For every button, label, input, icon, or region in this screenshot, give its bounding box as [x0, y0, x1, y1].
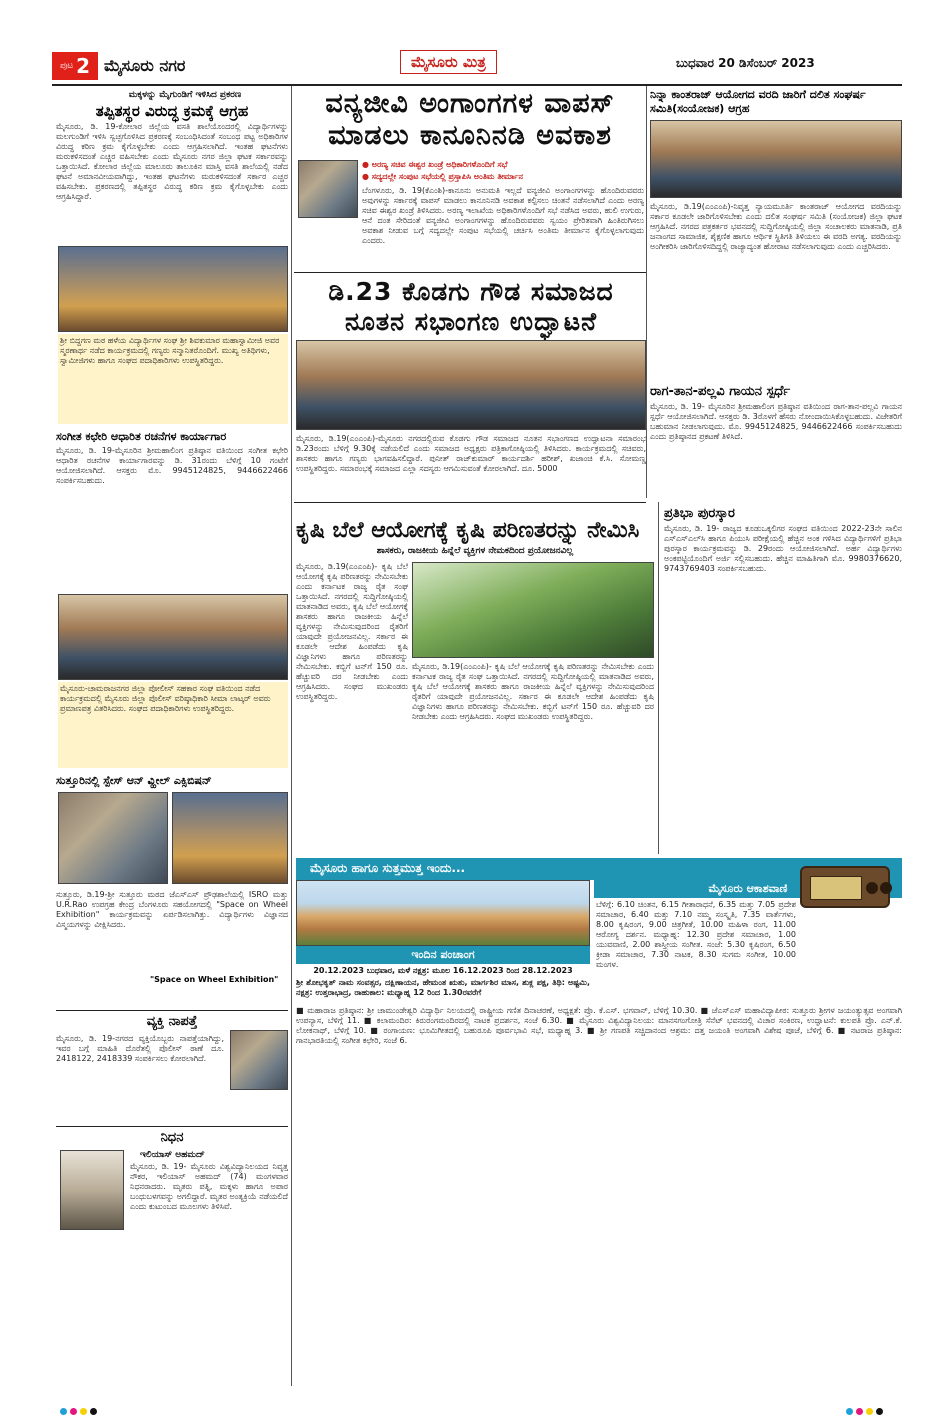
kodagu-headline-line2: ನೂತನ ಸಭಾಂಗಣ ಉದ್ಘಾಟನೆ: [345, 307, 597, 336]
story-headline: ನಿಧನ: [160, 1130, 184, 1145]
group-photo: [58, 594, 288, 680]
column-divider: [291, 86, 292, 1386]
section-rule: [56, 1126, 288, 1127]
story-body: ಮೈಸೂರು, ಡಿ. 19-ಮೈಸೂರಿನ ಶ್ರೀಮಹಾಲಿಂಗ ಪ್ರತಿಷ್ಠಾನ ವತಿಯಿಂದ ಸಂಗೀತ ಕಛೇರಿ ಆಧಾರಿತ ರಚನೆಗಳ ಕಾರ್ಯಾಗಾರವನ್ನು ಡಿ. 31ರಂದು ಬೆಳಿಗ್ಗೆ 10 ಗಂಟೆಗೆ ಆಯೋಜಿಸಲಾಗಿದೆ. ಆಸಕ್ತರು ಮೊ. 9945124825, 9446622466 ಸಂಪರ್ಕಿಸಬಹುದು.: [56, 446, 288, 485]
color-dot: [846, 1408, 853, 1415]
column-divider: [646, 86, 647, 498]
registration-marks-left: [60, 1408, 97, 1415]
header-rule: [52, 84, 902, 86]
story-headline: ಸುತ್ತೂರಿನಲ್ಲಿ ಸ್ಪೇಸ್ ಆನ್ ವ್ಹೀಲ್ ಎಕ್ಸಿಬಿಷನ್: [56, 774, 212, 787]
issue-date: ಬುಧವಾರ 20 ಡಿಸೆಂಬರ್ 2023: [676, 56, 815, 70]
press-meet-photo: [296, 340, 646, 430]
radio-title: ಮೈಸೂರು ಆಕಾಶವಾಣಿ: [594, 880, 902, 898]
event-photo: [58, 246, 288, 332]
lead-bullet-1: ● ಅರಣ್ಯ ಸಚಿವ ಈಶ್ವರ ಖಂಡ್ರೆ ಅಧಿಕಾರಿಗಳೊಂದಿಗೆ ಸಭೆ: [362, 160, 508, 169]
page-number-badge: [52, 52, 98, 80]
lead-bullet-text: ಸದ್ಯದಲ್ಲೇ ಸಂಪುಟ ಸಭೆಯಲ್ಲಿ ಪ್ರಸ್ತಾಪಿಸಿ ಅಂತಿಮ ತೀರ್ಮಾನ: [371, 172, 523, 181]
story-headline: ವ್ಯಕ್ತಿ ನಾಪತ್ತೆ: [146, 1014, 198, 1029]
story-body: ಮೈಸೂರು, ಡಿ.19(ಎಂಎಂಪಿ)-ನಿವೃತ್ತ ನ್ಯಾಯಮೂರ್ತಿ ಕಾಂತರಾಜ್ ಆಯೋಗದ ವರದಿಯನ್ನು ಸರ್ಕಾರ ಕೂಡಲೇ ಜಾರಿಗೊಳಿಸಬೇಕು ಎಂದು ದಲಿತ ಸಂಘರ್ಷ ಸಮಿತಿ (ಸಂಯೋಜಕ) ಜಿಲ್ಲಾ ಘಟಕ ಆಗ್ರಹಿಸಿದೆ. ನಗರದ ಪತ್ರಕರ್ತರ ಭವನದಲ್ಲಿ ಸುದ್ದಿಗೋಷ್ಠಿಯಲ್ಲಿ ಜಿಲ್ಲಾ ಸಂಚಾಲಕರು ಮಾತನಾಡಿ, ಪ್ರತಿ ಜನಾಂಗದ ಸಾಮಾಜಿಕ, ಶೈಕ್ಷಣಿಕ ಹಾಗೂ ಆರ್ಥಿಕ ಸ್ಥಿತಿಗತಿ ತಿಳಿಯಲು ಈ ವರದಿ ಅಗತ್ಯ. ವರದಿಯನ್ನು ಅಂಗೀಕರಿಸಿ ಜಾರಿಗೊಳಿಸದಿದ್ದಲ್ಲಿ ರಾಜ್ಯಾದ್ಯಂತ ಹೋರಾಟ ನಡೆಸಲಾಗುವುದು ಎಂದು ಎಚ್ಚರಿಸಿದರು.: [650, 202, 902, 251]
paper-logo: ಮೈಸೂರು ಮಿತ್ರ: [400, 50, 497, 74]
color-dot: [876, 1408, 883, 1415]
color-dot: [70, 1408, 77, 1415]
lead-headline-line2: ಮಾಡಲು ಕಾನೂನಿನಡಿ ಅವಕಾಶ: [328, 120, 612, 151]
section-rule: [294, 272, 646, 273]
panchanga-detail: ಶ್ರೀ ಶೋಭಕೃತ್ ನಾಮ ಸಂವತ್ಸರ, ದಕ್ಷಿಣಾಯನ, ಹೇಮಂತ ಋತು, ಮಾರ್ಗಶಿರ ಮಾಸ, ಶುಕ್ಲ ಪಕ್ಷ, ತಿಥಿ: ಅಷ್ಟಮಿ, ನಕ್ಷತ್ರ: ಉತ್ತರಾಭಾದ್ರ, ರಾಹುಕಾಲ: ಮಧ್ಯಾಹ್ನ 12 ರಿಂದ 1.30ರವರೆಗೆ: [296, 978, 590, 997]
story-body: ಮೈಸೂರು, ಡಿ.19(ಎಂಎಂಪಿ)- ಕೃಷಿ ಬೆಲೆ ಆಯೋಗಕ್ಕೆ ಕೃಷಿ ಪರಿಣತರನ್ನು ನೇಮಿಸಬೇಕು ಎಂದು ಕರ್ನಾಟಕ ರಾಜ್ಯ ರೈತ ಸಂಘ ಒತ್ತಾಯಿಸಿದೆ. ನಗರದಲ್ಲಿ ಸುದ್ದಿಗೋಷ್ಠಿಯಲ್ಲಿ ಮಾತನಾಡಿದ ಅವರು, ಕೃಷಿ ಬೆಲೆ ಆಯೋಗಕ್ಕೆ ಶಾಸಕರು ಹಾಗೂ ರಾಜಕೀಯ ಹಿನ್ನೆಲೆ ವ್ಯಕ್ತಿಗಳನ್ನು ನೇಮಿಸುವುದರಿಂದ ರೈತರಿಗೆ ಯಾವುದೇ ಪ್ರಯೋಜನವಿಲ್ಲ. ಸರ್ಕಾರ ಈ ಕೂಡಲೇ ಆದೇಶ ಹಿಂಪಡೆದು ಕೃಷಿ ವಿಜ್ಞಾನಿಗಳು ಹಾಗೂ ಪರಿಣತರನ್ನು ನೇಮಿಸಬೇಕು. ಕಬ್ಬಿಗೆ ಟನ್‌ಗೆ 150 ರೂ. ಹೆಚ್ಚುವರಿ ದರ ನೀಡಬೇಕು ಎಂದು ಆಗ್ರಹಿಸಿದರು. ಸಂಘದ ಮುಖಂಡರು ಉಪಸ್ಥಿತರಿದ್ದರು.: [412, 662, 654, 721]
radio-schedule: ಬೆಳಿಗ್ಗೆ: 6.10 ಚಿಂತನ, 6.15 ಗೀತಾರಾಧನೆ, 6.35 ಮತ್ತು 7.05 ಪ್ರದೇಶ ಸಮಾಚಾರ, 6.40 ಮತ್ತು 7.10 ನಮ್ಮ ಸಂಸ್ಕೃತಿ, 7.35 ವಾರ್ತೆಗಳು, 8.00 ಕೃಷಿರಂಗ, 9.00 ಚಿತ್ರಗೀತೆ, 10.00 ಮಹಿಳಾ ರಂಗ, 11.00 ಆರೋಗ್ಯ ದರ್ಶನ. ಮಧ್ಯಾಹ್ನ: 12.30 ಪ್ರದೇಶ ಸಮಾಚಾರ, 1.00 ಯುವವಾಣಿ, 2.00 ಶಾಸ್ತ್ರೀಯ ಸಂಗೀತ. ಸಂಜೆ: 5.30 ಕೃಷಿರಂಗ, 6.50 ಕ್ರೀಡಾ ಸಮಾಚಾರ, 7.30 ನಾಟಕ, 8.30 ಸುಗಮ ಸಂಗೀತ, 10.00 ಮಂಗಳ.: [596, 900, 796, 969]
panchanga-title: ಇಂದಿನ ಪಂಚಾಂಗ: [296, 946, 590, 964]
story-headline: ಪ್ರತಿಭಾ ಪುರಸ್ಕಾರ: [664, 506, 735, 521]
story-headline: ತಪ್ಪಿತಸ್ಥರ ವಿರುದ್ಧ ಕ್ರಮಕ್ಕೆ ಆಗ್ರಹ: [95, 102, 249, 120]
story-subhead: ಶಾಸಕರು, ರಾಜಕೀಯ ಹಿನ್ನೆಲೆ ವ್ಯಕ್ತಿಗಳ ನೇಮಕದಿಂದ ಪ್ರಯೋಜನವಿಲ್ಲ: [376, 546, 574, 556]
obituary-name: ಇಲಿಯಾಸ್ ಅಹಮದ್: [140, 1150, 205, 1160]
person-photo: [230, 1030, 288, 1090]
lead-bullet-text: ಅರಣ್ಯ ಸಚಿವ ಈಶ್ವರ ಖಂಡ್ರೆ ಅಧಿಕಾರಿಗಳೊಂದಿಗೆ ಸಭೆ: [371, 160, 508, 169]
events-title: ಮೈಸೂರು ಹಾಗೂ ಸುತ್ತಮುತ್ತ ಇಂದು...: [310, 861, 466, 875]
color-dot: [856, 1408, 863, 1415]
events-list: ■ ಮಹಾರಾಜ ಪ್ರತಿಷ್ಠಾನ: ಶ್ರೀ ಚಾಮುಂಡೇಶ್ವರಿ ವಿದ್ಯಾರ್ಥಿ ನಿಲಯದಲ್ಲಿ ರಾಷ್ಟ್ರೀಯ ಗಣಿತ ದಿನಾಚರಣೆ, ಅಧ್ಯಕ್ಷತೆ: ಪ್ರೊ. ಕೆ.ಎಸ್. ಭಗವಾನ್, ಬೆಳಿಗ್ಗೆ 10.30. ■ ಜೆಎಸ್‌ಎಸ್ ಮಹಾವಿದ್ಯಾಪೀಠ: ಸುತ್ತೂರು ಶ್ರೀಗಳ ಜಯಂತ್ಯುತ್ಸವ ಅಂಗವಾಗಿ ಉಪನ್ಯಾಸ, ಬೆಳಿಗ್ಗೆ 11. ■ ಕಲಾಮಂದಿರ: ಕಿರುರಂಗಮಂದಿರದಲ್ಲಿ ನಾಟಕ ಪ್ರದರ್ಶನ, ಸಂಜೆ 6.30. ■ ಮೈಸೂರು ವಿಶ್ವವಿದ್ಯಾನಿಲಯ: ಮಾನಸಗಂಗೋತ್ರಿ ಸೆನೆಟ್ ಭವನದಲ್ಲಿ ವಿಚಾರ ಸಂಕಿರಣ, ಉದ್ಘಾಟನೆ: ಕುಲಪತಿ ಪ್ರೊ. ಎನ್.ಕೆ. ಲೋಕನಾಥ್, ಬೆಳಿಗ್ಗೆ 10. ■ ರಂಗಾಯಣ: ಭೂಮಿಗೀತದಲ್ಲಿ ಬಹುರೂಪಿ ಪೂರ್ವಭಾವಿ ಸಭೆ, ಮಧ್ಯಾಹ್ನ 3. ■ ಶ್ರೀ ಗಣಪತಿ ಸಚ್ಚಿದಾನಂದ ಆಶ್ರಮ: ದತ್ತ ಜಯಂತಿ ಅಂಗವಾಗಿ ವಿಶೇಷ ಪೂಜೆ, ಬೆಳಿಗ್ಗೆ 6. ■ ನಟರಾಜ ಪ್ರತಿಷ್ಠಾನ: ಗಾನಭಾರತಿಯಲ್ಲಿ ಸಂಗೀತ ಕಛೇರಿ, ಸಂಜೆ 6.: [296, 1006, 902, 1045]
story-headline: ಸಂಗೀತ ಕಛೇರಿ ಆಧಾರಿತ ರಚನೆಗಳ ಕಾರ್ಯಾಗಾರ: [56, 430, 227, 443]
photo-caption: ಶ್ರೀ ಬಿದ್ದಗಣ ಮಠ ಹಳೆಯ ವಿದ್ಯಾರ್ಥಿಗಳ ಸಂಘ ಶ್ರೀ ಶಿವಕುಮಾರ ಮಹಾಸ್ವಾಮೀಜಿ ಅವರ ಸ್ಮರಣಾರ್ಥ ನಡೆದ ಕಾರ್ಯಕ್ರಮದಲ್ಲಿ ಗಣ್ಯರು ಸನ್ಮಾನಿತರೊಂದಿಗೆ. ಮುಖ್ಯ ಅತಿಥಿಗಳು, ಸ್ವಾಮೀಜಿಗಳು ಹಾಗೂ ಸಂಘದ ಪದಾಧಿಕಾರಿಗಳು ಉಪಸ್ಥಿತರಿದ್ದರು.: [58, 334, 288, 424]
exhibition-photo: [172, 792, 288, 884]
photo-caption: ಮೈಸೂರು-ಚಾಮರಾಜನಗರ ಜಿಲ್ಲಾ ಪೋಲೀಸ್ ಸಹಕಾರ ಸಂಘ ವತಿಯಿಂದ ನಡೆದ ಕಾರ್ಯಕ್ರಮದಲ್ಲಿ ಮೈಸೂರು ಜಿಲ್ಲಾ ಪೊಲೀಸ್ ವರಿಷ್ಠಾಧಿಕಾರಿ ಸೀಮಾ ಲಾಟ್ಕರ್ ಅವರು ಪ್ರಮಾಣಪತ್ರ ವಿತರಿಸಿದರು. ಸಂಘದ ಪದಾಧಿಕಾರಿಗಳು ಉಪಸ್ಥಿತರಿದ್ದರು.: [58, 682, 288, 768]
story-body: ಮೈಸೂರು, ಡಿ. 19-ನಗರದ ವ್ಯಕ್ತಿಯೊಬ್ಬರು ನಾಪತ್ತೆಯಾಗಿದ್ದು, ಇವರ ಬಗ್ಗೆ ಮಾಹಿತಿ ದೊರೆತಲ್ಲಿ ಪೊಲೀಸ್ ಠಾಣೆ ದೂ. 2418122, 2418339 ಸಂಪರ್ಕಿಸಲು ಕೋರಲಾಗಿದೆ.: [56, 1034, 224, 1063]
column-divider: [658, 502, 659, 854]
color-dot: [60, 1408, 67, 1415]
story-headline: ರಾಗ-ತಾನ-ಪಲ್ಲವಿ ಗಾಯನ ಸ್ಪರ್ಧೆ: [650, 384, 791, 399]
section-title: ಮೈಸೂರು ನಗರ: [104, 56, 186, 75]
highlight-text: "Space on Wheel Exhibition": [150, 975, 279, 984]
page-number: 2: [76, 54, 91, 78]
lead-bullet-2: ● ಸದ್ಯದಲ್ಲೇ ಸಂಪುಟ ಸಭೆಯಲ್ಲಿ ಪ್ರಸ್ತಾಪಿಸಿ ಅಂತಿಮ ತೀರ್ಮಾನ: [362, 172, 523, 181]
press-meet-photo: [650, 120, 902, 198]
page-prefix: ಪುಟ: [59, 61, 74, 71]
exhibition-photo: [58, 792, 168, 884]
story-body: ಮೈಸೂರು, ಡಿ.19(ಎಂಎಂಪಿ)-ಮೈಸೂರು ನಗರದಲ್ಲಿರುವ ಕೊಡಗು ಗೌಡ ಸಮಾಜದ ನೂತನ ಸಭಾಂಗಣದ ಉದ್ಘಾಟನಾ ಸಮಾರಂಭ ಡಿ.23ರಂದು ಬೆಳಿಗ್ಗೆ 9.30ಕ್ಕೆ ನಡೆಯಲಿದೆ ಎಂದು ಸಮಾಜದ ಅಧ್ಯಕ್ಷರು ಪತ್ರಿಕಾಗೋಷ್ಠಿಯಲ್ಲಿ ತಿಳಿಸಿದರು. ಕಾರ್ಯಕ್ರಮದಲ್ಲಿ ಸಚಿವರು, ಶಾಸಕರು ಹಾಗೂ ಗಣ್ಯರು ಭಾಗವಹಿಸಲಿದ್ದಾರೆ. ಪುನೀತ್ ರಾಜ್‌ಕುಮಾರ್ ಕಾರ್ಯದರ್ಶಿ ಹರೀಶ್, ಖಜಾಂಚಿ ಕೆ.ಸಿ. ಸೋಮಣ್ಣ ಉಪಸ್ಥಿತರಿದ್ದರು. ಸಮಾರಂಭಕ್ಕೆ ಸಮಾಜದ ಎಲ್ಲಾ ಸದಸ್ಯರು ಆಗಮಿಸುವಂತೆ ಕೋರಲಾಗಿದೆ. ದೂ. 5000: [296, 434, 646, 473]
story-kicker: ಮಕ್ಕಳನ್ನು ಮೈಗುಂಡಿಗೆ ಇಳಿಸಿದ ಪ್ರಕರಣ: [128, 90, 242, 100]
story-body: ಮೈಸೂರು, ಡಿ. 19- ಮೈಸೂರು ವಿಶ್ವವಿದ್ಯಾನಿಲಯದ ನಿವೃತ್ತ ನೌಕರ, ಇಲಿಯಾಸ್ ಅಹಮದ್ (74) ಮಂಗಳವಾರ ನಿಧನರಾದರು. ಮೃತರು ಪತ್ನಿ, ಮಕ್ಕಳು ಹಾಗೂ ಅಪಾರ ಬಂಧುಬಳಗವನ್ನು ಅಗಲಿದ್ದಾರೆ. ಮೃತರ ಅಂತ್ಯಕ್ರಿಯೆ ನಡೆಯಲಿದೆ ಎಂದು ಕುಟುಂಬದ ಮೂಲಗಳು ತಿಳಿಸಿವೆ.: [130, 1162, 288, 1211]
story-headline: ನಿನ್ನಾ ಕಾಂತರಾಜ್ ಆಯೋಗದ ವರದಿ ಜಾರಿಗೆ ದಲಿತ ಸಂಘರ್ಷ ಸಮಿತಿ(ಸಂಯೋಜಕ) ಆಗ್ರಹ: [650, 88, 866, 115]
lead-headline-line1: ವನ್ಯಜೀವಿ ಅಂಗಾಂಗಗಳ ವಾಪಸ್: [325, 88, 615, 119]
section-rule: [56, 1010, 288, 1011]
color-dot: [866, 1408, 873, 1415]
kodagu-headline-line1: ಡಿ.23 ಕೊಡಗು ಗೌಡ ಸಮಾಜದ: [328, 277, 614, 306]
story-body: ಮೈಸೂರು, ಡಿ.19(ಎಂಎಂಪಿ)- ಕೃಷಿ ಬೆಲೆ ಆಯೋಗಕ್ಕೆ ಕೃಷಿ ಪರಿಣತರನ್ನು ನೇಮಿಸಬೇಕು ಎಂದು ಕರ್ನಾಟಕ ರಾಜ್ಯ ರೈತ ಸಂಘ ಒತ್ತಾಯಿಸಿದೆ. ನಗರದಲ್ಲಿ ಸುದ್ದಿಗೋಷ್ಠಿಯಲ್ಲಿ ಮಾತನಾಡಿದ ಅವರು, ಕೃಷಿ ಬೆಲೆ ಆಯೋಗಕ್ಕೆ ಶಾಸಕರು ಹಾಗೂ ರಾಜಕೀಯ ಹಿನ್ನೆಲೆ ವ್ಯಕ್ತಿಗಳನ್ನು ನೇಮಿಸುವುದರಿಂದ ರೈತರಿಗೆ ಯಾವುದೇ ಪ್ರಯೋಜನವಿಲ್ಲ. ಸರ್ಕಾರ ಈ ಕೂಡಲೇ ಆದೇಶ ಹಿಂಪಡೆದು ಕೃಷಿ ವಿಜ್ಞಾನಿಗಳು ಹಾಗೂ ಪರಿಣತರನ್ನು ನೇಮಿಸಬೇಕು. ಕಬ್ಬಿಗೆ ಟನ್‌ಗೆ 150 ರೂ. ಹೆಚ್ಚುವರಿ ದರ ನೀಡಬೇಕು ಎಂದು ಆಗ್ರಹಿಸಿದರು. ಸಂಘದ ಮುಖಂಡರು ಉಪಸ್ಥಿತರಿದ್ದರು.: [296, 562, 408, 701]
radio-icon: [800, 866, 890, 908]
color-dot: [90, 1408, 97, 1415]
story-body: ಮೈಸೂರು, ಡಿ. 19-ಕೋಲಾರ ಜಿಲ್ಲೆಯ ವಸತಿ ಶಾಲೆಯೊಂದರಲ್ಲಿ ವಿದ್ಯಾರ್ಥಿಗಳನ್ನು ಮಲಗುಂಡಿಗೆ ಇಳಿಸಿ ಸ್ವಚ್ಛಗೊಳಿಸಿದ ಪ್ರಕರಣಕ್ಕೆ ಸಂಬಂಧಿಸಿದಂತೆ ಸಂಬಂಧ ಪಟ್ಟ ಅಧಿಕಾರಿಗಳ ವಿರುದ್ಧ ಕಠಿಣ ಕ್ರಮ ಕೈಗೊಳ್ಳಬೇಕು ಎಂದು ಆಗ್ರಹಿಸಲಾಗಿದೆ. ಇಂತಹ ಘಟನೆಗಳು ಮರುಕಳಿಸದಂತೆ ಎಚ್ಚರ ವಹಿಸಬೇಕು ಎಂದು ಮೈಸೂರು ನಗರ ಜಿಲ್ಲಾ ಘಟಕ ಸರ್ಕಾರವನ್ನು ಒತ್ತಾಯಿಸಿದೆ. ಕೋಲಾರ ಜಿಲ್ಲೆಯ ಮಾಲೂರು ತಾಲೂಕಿನ ಮಾಸ್ತಿ ವಸತಿ ಶಾಲೆಯಲ್ಲಿ ನಡೆದ ಘಟನೆ ಅಮಾನವೀಯವಾಗಿದ್ದು, ಇಂತಹ ಘಟನೆಗಳು ಮರುಕಳಿಸದಂತೆ ಸರ್ಕಾರ ಎಚ್ಚರ ವಹಿಸಬೇಕು. ಪ್ರಕರಣದಲ್ಲಿ ತಪ್ಪಿತಸ್ಥರ ವಿರುದ್ಧ ಕಠಿಣ ಕ್ರಮ ಕೈಗೊಳ್ಳಬೇಕು ಎಂದು ಆಗ್ರಹಿಸಿದ್ದಾರೆ.: [56, 122, 288, 201]
story-headline: ಕೃಷಿ ಬೆಲೆ ಆಯೋಗಕ್ಕೆ ಕೃಷಿ ಪರಿಣತರನ್ನು ನೇಮಿಸಿ: [296, 518, 640, 543]
minister-photo: [298, 160, 358, 218]
panchanga-date: 20.12.2023 ಬುಧವಾರ, ಮಳೆ ನಕ್ಷತ್ರ: ಮೂಲ 16.12.2023 ರಿಂದ 28.12.2023: [313, 966, 573, 975]
farmers-press-photo: [412, 562, 654, 658]
person-photo: [60, 1150, 124, 1230]
story-body: ಸುತ್ತೂರು, ಡಿ.19-ಶ್ರೀ ಸುತ್ತೂರು ಮಠದ ಜೆಎಸ್‌ಎಸ್ ಪ್ರೌಢಶಾಲೆಯಲ್ಲಿ ISRO ಮತ್ತು U.R.Rao ಉಪಗ್ರಹ ಕೇಂದ್ರ ಬೆಂಗಳೂರು ಸಹಯೋಗದಲ್ಲಿ "Space on Wheel Exhibition" ಕಾರ್ಯಕ್ರಮವನ್ನು ಏರ್ಪಡಿಸಲಾಗಿತ್ತು. ವಿದ್ಯಾರ್ಥಿಗಳು ವಿಜ್ಞಾನದ ವಿಸ್ಮಯಗಳನ್ನು ವೀಕ್ಷಿಸಿದರು.: [56, 890, 288, 929]
section-rule: [294, 502, 646, 503]
registration-marks-right: [846, 1408, 883, 1415]
lead-body: ಬೆಂಗಳೂರು, ಡಿ. 19(ಕೆಎಂಶಿ)-ಕಾನೂನು ಅನುಮತಿ ಇಲ್ಲದೆ ವನ್ಯಜೀವಿ ಅಂಗಾಂಗಗಳನ್ನು ಹೊಂದಿರುವವರು ಅವುಗಳನ್ನು ಸರ್ಕಾರಕ್ಕೆ ವಾಪಸ್ ಮಾಡಲು ಕಾನೂನಿನಡಿ ಅವಕಾಶ ಕಲ್ಪಿಸಲು ಚಿಂತನೆ ನಡೆಸಲಾಗಿದೆ ಎಂದು ಅರಣ್ಯ ಸಚಿವ ಈಶ್ವರ ಖಂಡ್ರೆ ತಿಳಿಸಿದರು. ಅರಣ್ಯ ಇಲಾಖೆಯ ಅಧಿಕಾರಿಗಳೊಂದಿಗೆ ಸಭೆ ನಡೆಸಿದ ಅವರು, ಹುಲಿ ಉಗುರು, ಆನೆ ದಂತ ಸೇರಿದಂತೆ ವನ್ಯಜೀವಿ ಅಂಗಾಂಗಗಳನ್ನು ಹೊಂದಿರುವವರು ಸ್ವಯಂ ಪ್ರೇರಿತವಾಗಿ ಹಿಂತಿರುಗಿಸಲು ಅವಕಾಶ ನೀಡುವ ಬಗ್ಗೆ ಸದ್ಯದಲ್ಲೇ ಸಂಪುಟ ಸಭೆಯಲ್ಲಿ ಚರ್ಚಿಸಿ ಅಂತಿಮ ತೀರ್ಮಾನ ಕೈಗೊಳ್ಳಲಾಗುವುದು ಎಂದರು.: [362, 186, 644, 245]
story-body: ಮೈಸೂರು, ಡಿ. 19- ರಾಜ್ಯದ ಕೂಡುಒಕ್ಕಲಿಗರ ಸಂಘದ ವತಿಯಿಂದ 2022-23ನೇ ಸಾಲಿನ ಎಸ್‌ಎಸ್‌ಎಲ್‌ಸಿ ಹಾಗೂ ಪಿಯುಸಿ ಪರೀಕ್ಷೆಯಲ್ಲಿ ಹೆಚ್ಚಿನ ಅಂಕ ಗಳಿಸಿದ ವಿದ್ಯಾರ್ಥಿಗಳಿಗೆ ಪ್ರತಿಭಾ ಪುರಸ್ಕಾರ ಕಾರ್ಯಕ್ರಮವನ್ನು ಡಿ. 29ರಂದು ಆಯೋಜಿಸಲಾಗಿದೆ. ಅರ್ಹ ವಿದ್ಯಾರ್ಥಿಗಳು ಅಂಕಪಟ್ಟಿಯೊಂದಿಗೆ ಅರ್ಜಿ ಸಲ್ಲಿಸಬಹುದು. ಹೆಚ್ಚಿನ ಮಾಹಿತಿಗಾಗಿ ಮೊ. 9980376620, 9743769403 ಸಂಪರ್ಕಿಸಬಹುದು.: [664, 524, 902, 573]
color-dot: [80, 1408, 87, 1415]
palace-photo: [296, 880, 590, 946]
story-body: ಮೈಸೂರು, ಡಿ. 19- ಮೈಸೂರಿನ ಶ್ರೀಮಹಾಲಿಂಗ ಪ್ರತಿಷ್ಠಾನ ವತಿಯಿಂದ ರಾಗ-ತಾನ-ಪಲ್ಲವಿ ಗಾಯನ ಸ್ಪರ್ಧೆ ಆಯೋಜಿಸಲಾಗಿದೆ. ಆಸಕ್ತರು ಡಿ. 3ರೊಳಗೆ ಹೆಸರು ನೋಂದಾಯಿಸಿಕೊಳ್ಳಬಹುದು. ವಿಜೇತರಿಗೆ ಬಹುಮಾನ ನೀಡಲಾಗುವುದು. ಮೊ. 9945124825, 9446622466 ಸಂಪರ್ಕಿಸಬಹುದು ಎಂದು ಪ್ರತಿಷ್ಠಾನದ ಪ್ರಕಟಣೆ ತಿಳಿಸಿದೆ.: [650, 402, 902, 441]
